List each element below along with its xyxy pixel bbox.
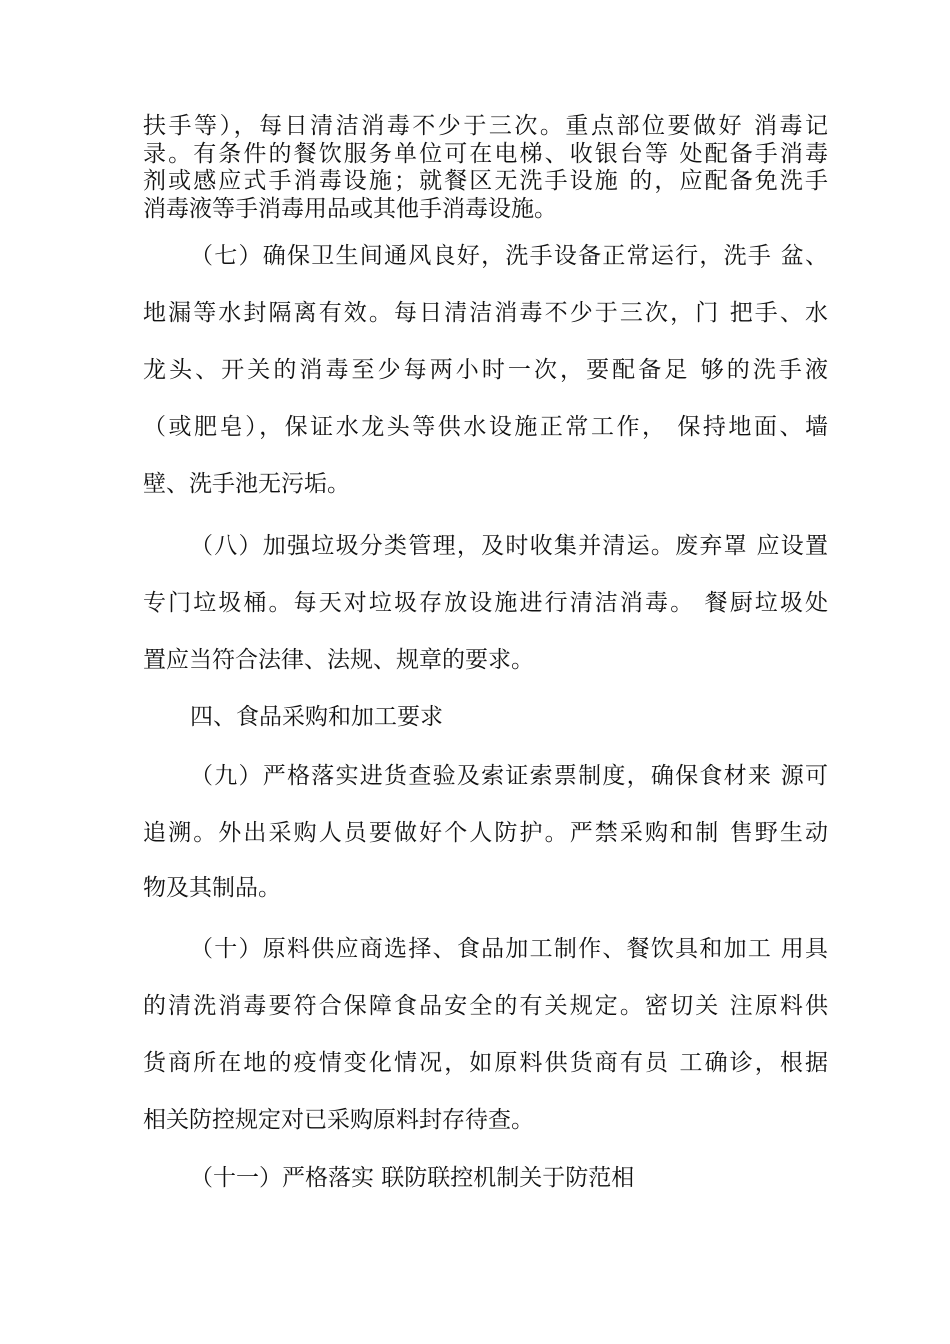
paragraph-line: （十）原料供应商选择、食品加工制作、餐饮具和加工 用具 bbox=[190, 936, 828, 962]
paragraph-line: （七）确保卫生间通风良好，洗手设备正常运行，洗手 盆、 bbox=[190, 243, 828, 269]
paragraph-line: （九）严格落实进货查验及索证索票制度，确保食材来 源可 bbox=[190, 763, 828, 789]
paragraph-line: 相关防控规定对已采购原料封存待查。 bbox=[143, 1107, 534, 1133]
paragraph-line: 剂或感应式手消毒设施；就餐区无洗手设施 的，应配备免洗手 bbox=[143, 168, 828, 194]
paragraph-line: （或肥皂），保证水龙头等供水设施正常工作， 保持地面、墙 bbox=[143, 414, 828, 440]
paragraph-line: 壁、洗手池无污垢。 bbox=[143, 471, 350, 497]
paragraph-line: 置应当符合法律、法规、规章的要求。 bbox=[143, 647, 534, 673]
paragraph-line: 地漏等水封隔离有效。每日清洁消毒不少于三次，门 把手、水 bbox=[143, 300, 828, 326]
paragraph-line: 扶手等），每日清洁消毒不少于三次。重点部位要做好 消毒记 bbox=[143, 113, 828, 139]
paragraph-line: 消毒液等手消毒用品或其他手消毒设施。 bbox=[143, 196, 557, 222]
paragraph-line: 货商所在地的疫情变化情况，如原料供货商有员 工确诊，根据 bbox=[143, 1050, 828, 1076]
paragraph-line: 物及其制品。 bbox=[143, 875, 281, 901]
paragraph-line: 录。有条件的餐饮服务单位可在电梯、收银台等 处配备手消毒 bbox=[143, 141, 828, 167]
paragraph-line: 龙头、开关的消毒至少每两小时一次，要配备足 够的洗手液 bbox=[143, 357, 828, 383]
paragraph-line: 追溯。外出采购人员要做好个人防护。严禁采购和制 售野生动 bbox=[143, 820, 828, 846]
paragraph-line: （十一）严格落实 联防联控机制关于防范相 bbox=[190, 1165, 635, 1191]
paragraph-line: （八）加强垃圾分类管理，及时收集并清运。废弃罩 应设置 bbox=[190, 533, 828, 559]
paragraph-line: 的清洗消毒要符合保障食品安全的有关规定。密切关 注原料供 bbox=[143, 993, 828, 1019]
section-heading: 四、食品采购和加工要求 bbox=[190, 704, 443, 730]
paragraph-line: 专门垃圾桶。每天对垃圾存放设施进行清洁消毒。 餐厨垃圾处 bbox=[143, 590, 828, 616]
